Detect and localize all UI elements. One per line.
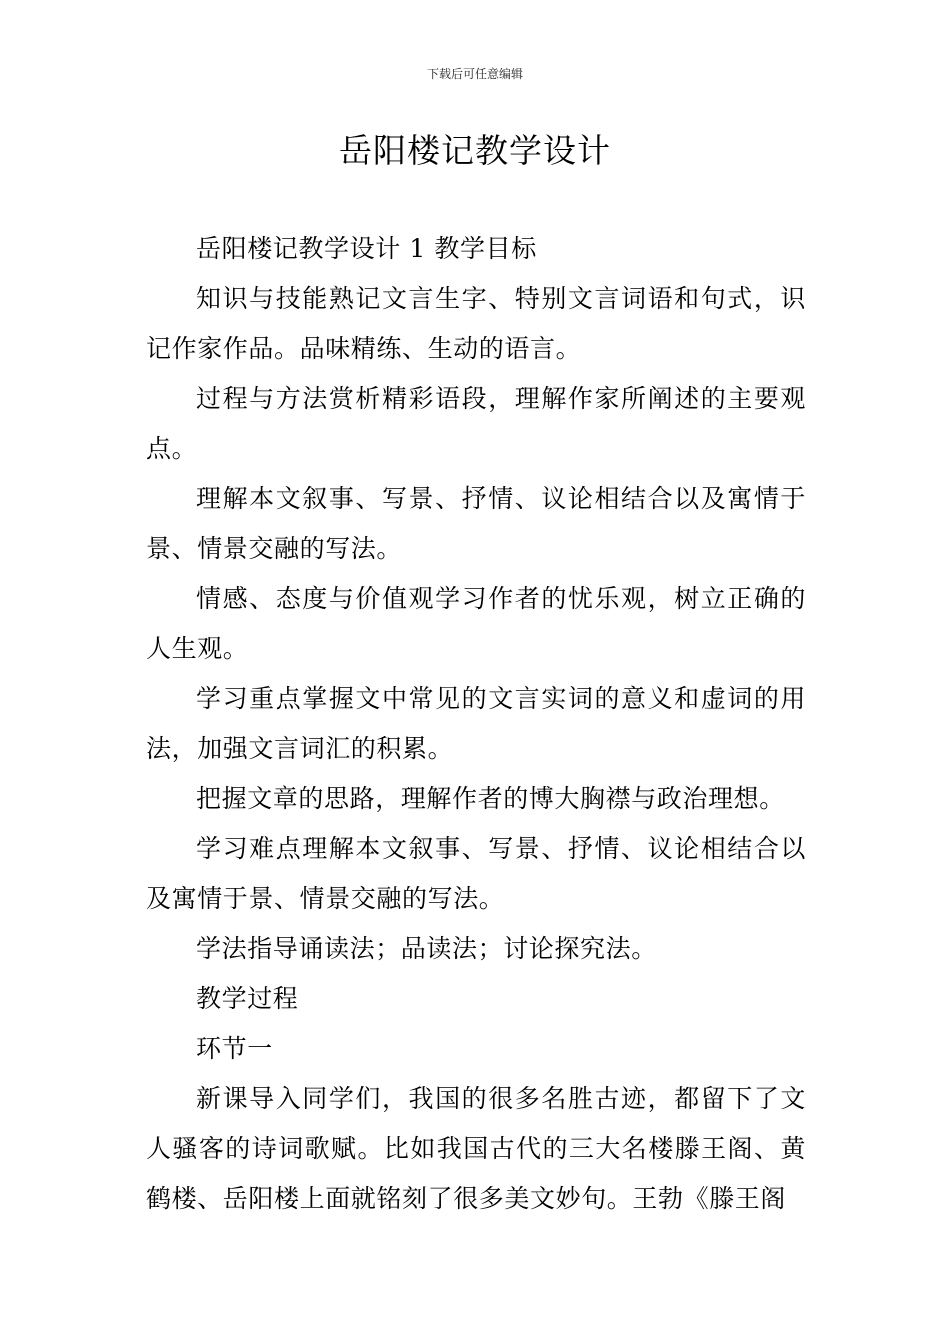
- paragraph: 学法指导诵读法；品读法；讨论探究法。: [196, 934, 657, 963]
- paragraph: 把握文章的思路，理解作者的博大胸襟与政治理想。: [196, 784, 785, 813]
- paragraph: 学习难点理解本文叙事、写景、抒情、议论相结合以及寓情于景、情景交融的写法。: [146, 834, 806, 913]
- paragraph: 新课导入同学们，我国的很多名胜古迹，都留下了文人骚客的诗词歌赋。比如我国古代的三大名楼滕王阁、黄鹤楼、岳阳楼上面就铭刻了很多美文妙句。王勃《滕王阁: [146, 1084, 806, 1213]
- paragraph: 学习重点掌握文中常见的文言实词的意义和虚词的用法，加强文言词汇的积累。: [146, 684, 806, 763]
- section-label: 教学过程: [196, 984, 299, 1013]
- paragraph: 情感、态度与价值观学习作者的忧乐观，树立正确的人生观。: [146, 584, 806, 663]
- paragraph: 知识与技能熟记文言生字、特别文言词语和句式，识记作家作品。品味精练、生动的语言。: [146, 284, 806, 363]
- document-body: [146, 224, 806, 1224]
- paragraph: 过程与方法赏析精彩语段，理解作家所阐述的主要观点。: [146, 384, 806, 463]
- paragraph: 理解本文叙事、写景、抒情、议论相结合以及寓情于景、情景交融的写法。: [146, 484, 806, 563]
- header-note: 下载后可任意编辑: [426, 67, 523, 81]
- paragraph-heading: 岳阳楼记教学设计 1 教学目标: [196, 234, 537, 263]
- document-title: 岳阳楼记教学设计: [339, 131, 611, 170]
- section-label: 环节一: [196, 1034, 273, 1063]
